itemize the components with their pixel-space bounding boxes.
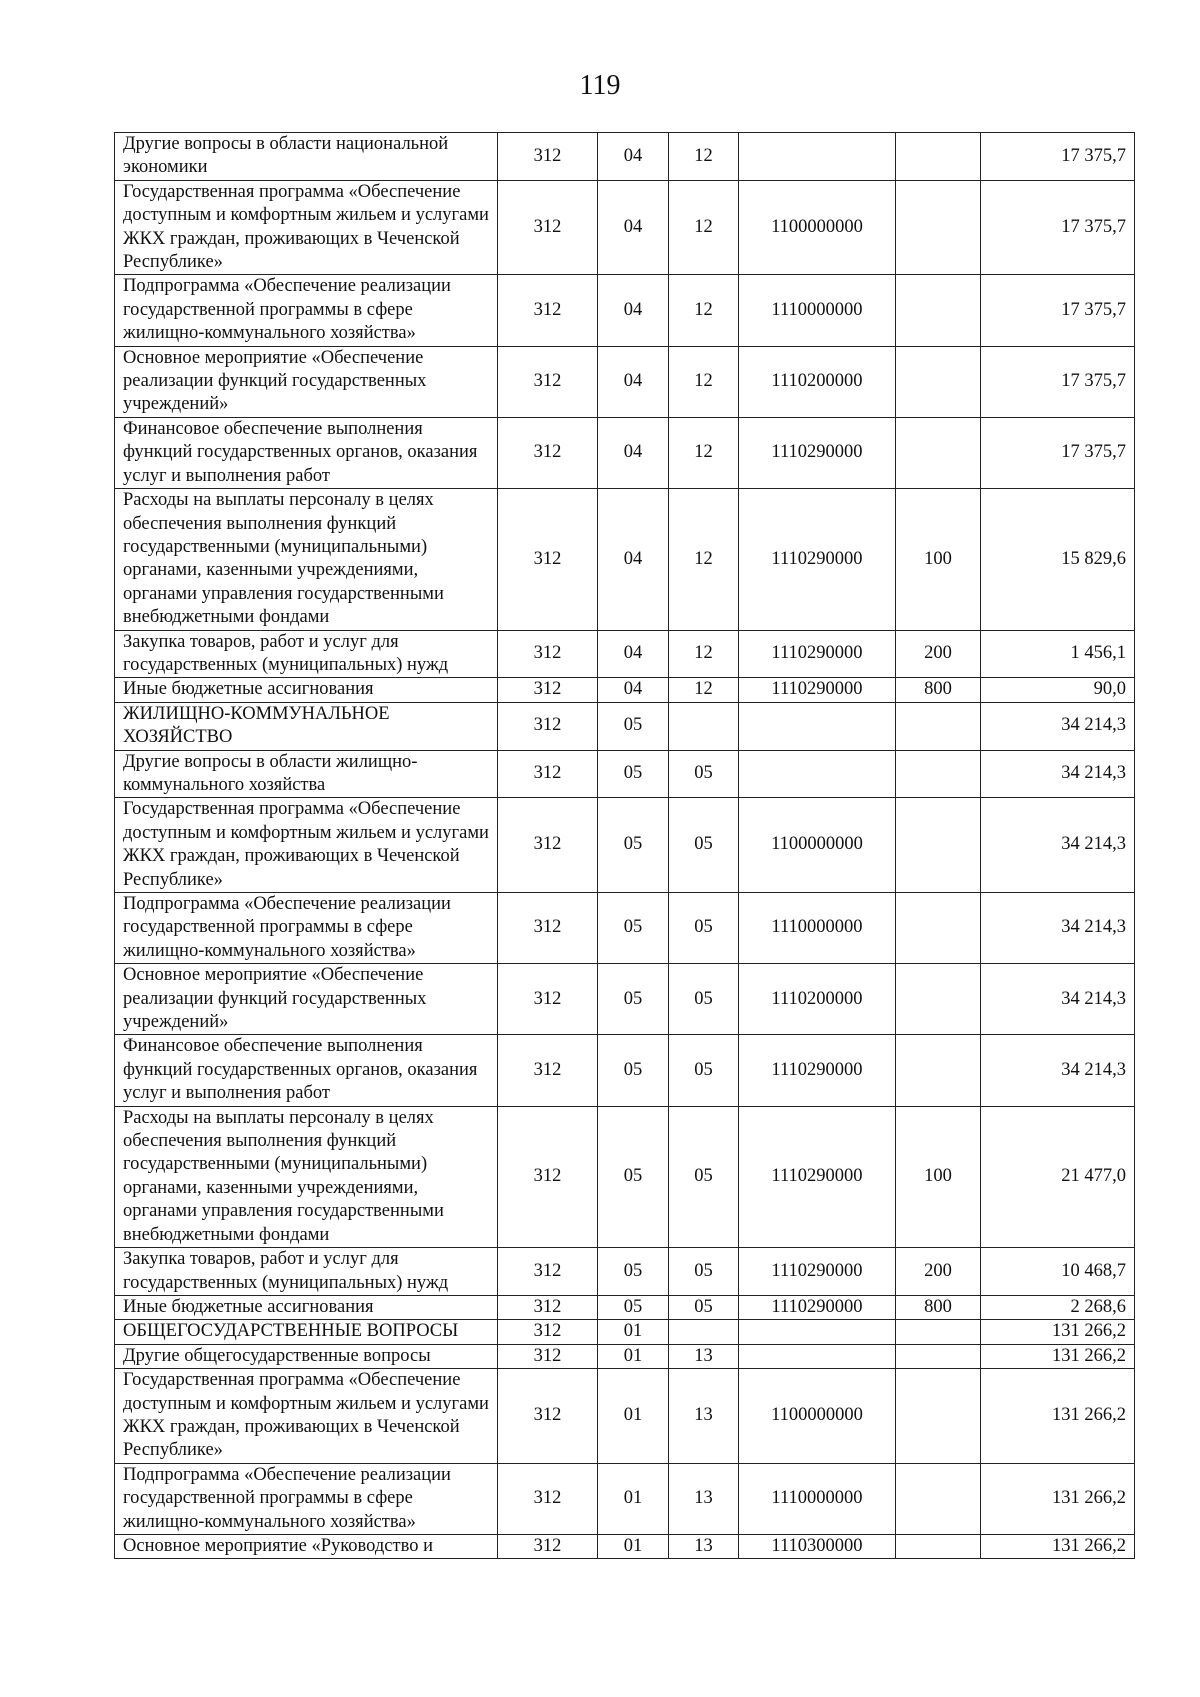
row-name-cell: Подпрограмма «Обеспечение реализации государственной программы в сфере жилищно-коммунального хозяйства» xyxy=(115,1463,498,1534)
rz-cell: 04 xyxy=(598,346,669,417)
vr-cell xyxy=(896,964,981,1035)
row-name-cell: Основное мероприятие «Руководство и xyxy=(115,1534,498,1558)
csr-cell: 1110290000 xyxy=(739,1035,896,1106)
vr-cell: 200 xyxy=(896,630,981,678)
row-name-cell: Подпрограмма «Обеспечение реализации государственной программы в сфере жилищно-коммунального хозяйства» xyxy=(115,893,498,964)
vr-cell: 800 xyxy=(896,678,981,702)
ved-cell: 312 xyxy=(498,1463,598,1534)
vr-cell xyxy=(896,750,981,798)
vr-cell xyxy=(896,417,981,488)
rz-cell: 04 xyxy=(598,417,669,488)
csr-cell: 1110290000 xyxy=(739,1106,896,1247)
vr-cell xyxy=(896,1369,981,1464)
sum-cell: 17 375,7 xyxy=(981,346,1135,417)
table-row xyxy=(115,275,1135,346)
table-row xyxy=(115,678,1135,702)
csr-cell: 1110200000 xyxy=(739,346,896,417)
pr-cell: 12 xyxy=(669,630,739,678)
row-name-cell: ОБЩЕГОСУДАРСТВЕННЫЕ ВОПРОСЫ xyxy=(115,1320,498,1344)
vr-cell: 800 xyxy=(896,1295,981,1319)
vr-cell xyxy=(896,1534,981,1558)
table-row xyxy=(115,1106,1135,1247)
table-row xyxy=(115,1463,1135,1534)
ved-cell: 312 xyxy=(498,750,598,798)
pr-cell: 12 xyxy=(669,346,739,417)
rz-cell: 05 xyxy=(598,964,669,1035)
pr-cell: 05 xyxy=(669,1035,739,1106)
table-row xyxy=(115,417,1135,488)
row-name-cell: Финансовое обеспечение выполнения функций государственных органов, оказания услуг и выполнения работ xyxy=(115,417,498,488)
vr-cell: 100 xyxy=(896,489,981,630)
rz-cell: 05 xyxy=(598,1106,669,1247)
row-name-cell: Другие вопросы в области национальной экономики xyxy=(115,133,498,181)
table-row xyxy=(115,1295,1135,1319)
csr-cell: 1110200000 xyxy=(739,964,896,1035)
table-row xyxy=(115,893,1135,964)
budget-table xyxy=(114,132,1135,1559)
sum-cell: 34 214,3 xyxy=(981,750,1135,798)
vr-cell xyxy=(896,1035,981,1106)
ved-cell: 312 xyxy=(498,133,598,181)
rz-cell: 05 xyxy=(598,1035,669,1106)
sum-cell: 34 214,3 xyxy=(981,798,1135,893)
ved-cell: 312 xyxy=(498,489,598,630)
rz-cell: 05 xyxy=(598,1248,669,1296)
csr-cell xyxy=(739,750,896,798)
pr-cell: 05 xyxy=(669,1106,739,1247)
csr-cell: 1110000000 xyxy=(739,893,896,964)
sum-cell: 131 266,2 xyxy=(981,1534,1135,1558)
row-name-cell: Основное мероприятие «Обеспечение реализации функций государственных учреждений» xyxy=(115,346,498,417)
pr-cell: 12 xyxy=(669,275,739,346)
table-row xyxy=(115,1344,1135,1368)
ved-cell: 312 xyxy=(498,630,598,678)
table-row xyxy=(115,1320,1135,1344)
vr-cell: 200 xyxy=(896,1248,981,1296)
pr-cell: 05 xyxy=(669,1295,739,1319)
vr-cell xyxy=(896,798,981,893)
row-name-cell: Закупка товаров, работ и услуг для государственных (муниципальных) нужд xyxy=(115,1248,498,1296)
ved-cell: 312 xyxy=(498,893,598,964)
vr-cell xyxy=(896,133,981,181)
row-name-cell: Финансовое обеспечение выполнения функций государственных органов, оказания услуг и выполнения работ xyxy=(115,1035,498,1106)
ved-cell: 312 xyxy=(498,1106,598,1247)
ved-cell: 312 xyxy=(498,1344,598,1368)
rz-cell: 04 xyxy=(598,489,669,630)
row-name-cell: Подпрограмма «Обеспечение реализации государственной программы в сфере жилищно-коммунального хозяйства» xyxy=(115,275,498,346)
sum-cell: 15 829,6 xyxy=(981,489,1135,630)
rz-cell: 04 xyxy=(598,180,669,275)
vr-cell xyxy=(896,702,981,750)
row-name-cell: Иные бюджетные ассигнования xyxy=(115,678,498,702)
csr-cell: 1100000000 xyxy=(739,180,896,275)
row-name-cell: Государственная программа «Обеспечение доступным и комфортным жильем и услугами ЖКХ граждан, проживающих в Чеченской Республике» xyxy=(115,180,498,275)
pr-cell: 05 xyxy=(669,750,739,798)
sum-cell: 131 266,2 xyxy=(981,1320,1135,1344)
sum-cell: 17 375,7 xyxy=(981,417,1135,488)
pr-cell: 12 xyxy=(669,180,739,275)
sum-cell: 34 214,3 xyxy=(981,1035,1135,1106)
csr-cell: 1110000000 xyxy=(739,275,896,346)
rz-cell: 01 xyxy=(598,1463,669,1534)
row-name-cell: Государственная программа «Обеспечение доступным и комфортным жильем и услугами ЖКХ граждан, проживающих в Чеченской Республике» xyxy=(115,1369,498,1464)
vr-cell xyxy=(896,1344,981,1368)
rz-cell: 01 xyxy=(598,1320,669,1344)
sum-cell: 17 375,7 xyxy=(981,180,1135,275)
table-row xyxy=(115,964,1135,1035)
table-row xyxy=(115,489,1135,630)
vr-cell xyxy=(896,893,981,964)
ved-cell: 312 xyxy=(498,1295,598,1319)
row-name-cell: Основное мероприятие «Обеспечение реализации функций государственных учреждений» xyxy=(115,964,498,1035)
csr-cell xyxy=(739,1320,896,1344)
row-name-cell: Расходы на выплаты персоналу в целях обеспечения выполнения функций государственными (муниципальными) органами, казенными учреждениями, органами управления государственными внебюджетными фондами xyxy=(115,489,498,630)
csr-cell: 1110290000 xyxy=(739,417,896,488)
ved-cell: 312 xyxy=(498,346,598,417)
sum-cell: 131 266,2 xyxy=(981,1463,1135,1534)
rz-cell: 05 xyxy=(598,798,669,893)
pr-cell: 12 xyxy=(669,133,739,181)
csr-cell: 1110300000 xyxy=(739,1534,896,1558)
vr-cell xyxy=(896,275,981,346)
rz-cell: 05 xyxy=(598,893,669,964)
sum-cell: 131 266,2 xyxy=(981,1369,1135,1464)
sum-cell: 2 268,6 xyxy=(981,1295,1135,1319)
table-row xyxy=(115,346,1135,417)
budget-table-body xyxy=(115,133,1135,1559)
ved-cell: 312 xyxy=(498,275,598,346)
sum-cell: 17 375,7 xyxy=(981,275,1135,346)
csr-cell: 1100000000 xyxy=(739,1369,896,1464)
row-name-cell: Другие вопросы в области жилищно-коммунального хозяйства xyxy=(115,750,498,798)
rz-cell: 05 xyxy=(598,702,669,750)
rz-cell: 04 xyxy=(598,275,669,346)
rz-cell: 04 xyxy=(598,630,669,678)
ved-cell: 312 xyxy=(498,678,598,702)
rz-cell: 01 xyxy=(598,1344,669,1368)
sum-cell: 17 375,7 xyxy=(981,133,1135,181)
table-row xyxy=(115,1534,1135,1558)
sum-cell: 10 468,7 xyxy=(981,1248,1135,1296)
pr-cell: 05 xyxy=(669,1248,739,1296)
pr-cell: 13 xyxy=(669,1534,739,1558)
sum-cell: 1 456,1 xyxy=(981,630,1135,678)
rz-cell: 01 xyxy=(598,1369,669,1464)
sum-cell: 34 214,3 xyxy=(981,964,1135,1035)
row-name-cell: Иные бюджетные ассигнования xyxy=(115,1295,498,1319)
table-row xyxy=(115,630,1135,678)
rz-cell: 01 xyxy=(598,1534,669,1558)
ved-cell: 312 xyxy=(498,1534,598,1558)
csr-cell: 1110290000 xyxy=(739,1295,896,1319)
vr-cell: 100 xyxy=(896,1106,981,1247)
pr-cell: 13 xyxy=(669,1369,739,1464)
table-row xyxy=(115,1369,1135,1464)
rz-cell: 05 xyxy=(598,1295,669,1319)
ved-cell: 312 xyxy=(498,798,598,893)
ved-cell: 312 xyxy=(498,1248,598,1296)
pr-cell xyxy=(669,702,739,750)
ved-cell: 312 xyxy=(498,417,598,488)
row-name-cell: ЖИЛИЩНО-КОММУНАЛЬНОЕ ХОЗЯЙСТВО xyxy=(115,702,498,750)
vr-cell xyxy=(896,180,981,275)
sum-cell: 34 214,3 xyxy=(981,702,1135,750)
pr-cell: 12 xyxy=(669,489,739,630)
pr-cell xyxy=(669,1320,739,1344)
pr-cell: 13 xyxy=(669,1344,739,1368)
ved-cell: 312 xyxy=(498,1369,598,1464)
csr-cell xyxy=(739,702,896,750)
sum-cell: 131 266,2 xyxy=(981,1344,1135,1368)
table-row xyxy=(115,180,1135,275)
csr-cell: 1110290000 xyxy=(739,1248,896,1296)
row-name-cell: Расходы на выплаты персоналу в целях обеспечения выполнения функций государственными (муниципальными) органами, казенными учреждениями, органами управления государственными внебюджетными фондами xyxy=(115,1106,498,1247)
csr-cell: 1110290000 xyxy=(739,489,896,630)
pr-cell: 05 xyxy=(669,893,739,964)
rz-cell: 04 xyxy=(598,133,669,181)
csr-cell: 1100000000 xyxy=(739,798,896,893)
ved-cell: 312 xyxy=(498,702,598,750)
ved-cell: 312 xyxy=(498,1035,598,1106)
csr-cell xyxy=(739,133,896,181)
pr-cell: 05 xyxy=(669,964,739,1035)
table-row xyxy=(115,133,1135,181)
csr-cell xyxy=(739,1344,896,1368)
table-row xyxy=(115,1248,1135,1296)
sum-cell: 21 477,0 xyxy=(981,1106,1135,1247)
row-name-cell: Государственная программа «Обеспечение доступным и комфортным жильем и услугами ЖКХ граждан, проживающих в Чеченской Республике» xyxy=(115,798,498,893)
table-row xyxy=(115,798,1135,893)
page-number: 119 xyxy=(579,70,621,101)
table-row xyxy=(115,750,1135,798)
row-name-cell: Закупка товаров, работ и услуг для государственных (муниципальных) нужд xyxy=(115,630,498,678)
vr-cell xyxy=(896,346,981,417)
pr-cell: 05 xyxy=(669,798,739,893)
sum-cell: 90,0 xyxy=(981,678,1135,702)
pr-cell: 12 xyxy=(669,678,739,702)
pr-cell: 12 xyxy=(669,417,739,488)
csr-cell: 1110290000 xyxy=(739,630,896,678)
csr-cell: 1110000000 xyxy=(739,1463,896,1534)
ved-cell: 312 xyxy=(498,964,598,1035)
ved-cell: 312 xyxy=(498,1320,598,1344)
rz-cell: 05 xyxy=(598,750,669,798)
sum-cell: 34 214,3 xyxy=(981,893,1135,964)
csr-cell: 1110290000 xyxy=(739,678,896,702)
vr-cell xyxy=(896,1463,981,1534)
table-row xyxy=(115,702,1135,750)
row-name-cell: Другие общегосударственные вопросы xyxy=(115,1344,498,1368)
table-row xyxy=(115,1035,1135,1106)
ved-cell: 312 xyxy=(498,180,598,275)
vr-cell xyxy=(896,1320,981,1344)
pr-cell: 13 xyxy=(669,1463,739,1534)
rz-cell: 04 xyxy=(598,678,669,702)
